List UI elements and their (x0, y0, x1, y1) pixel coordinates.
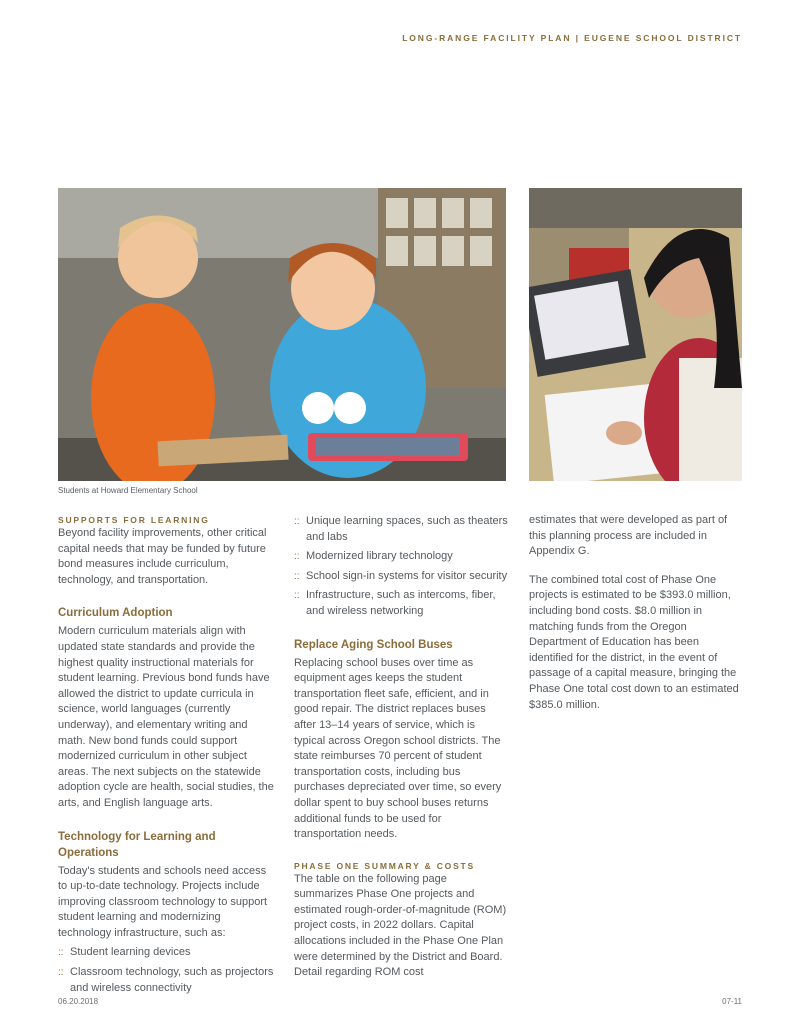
bullet-marker: :: (294, 590, 300, 602)
column-middle (294, 514, 508, 981)
classroom-photo-tablets (58, 188, 506, 481)
photo-caption: Students at Howard Elementary School (58, 486, 198, 495)
bullet-marker: :: (58, 947, 64, 959)
summary-continued: estimates that were developed as part of this planning process are included in Appendix G. (529, 514, 728, 558)
column-left (58, 514, 274, 1000)
classroom-photo-laptop (529, 188, 742, 481)
list-item: :: Modernized library technology (294, 549, 508, 565)
list-item: :: Classroom technology, such as projectors and wireless connectivity (58, 966, 274, 994)
bullet-marker: :: (294, 516, 300, 527)
summary-body: The table on the following page summarizes Phase One projects and estimated rough-order-of-magnitude (ROM) project costs, in 2022 dollars. Capital allocations included in the Phase One Plan were determined by the District and Board. Detail regarding ROM cost (294, 872, 507, 979)
footer-page-number: 07-11 (722, 997, 742, 1006)
heading-technology: Technology for Learning and Operations (58, 830, 216, 859)
buses-body: Replacing school buses over time as equipment ages keeps the student transportation fleet safe, efficient, and in good repair. The district replaces buses after 13–14 years of service, which is typical across Oregon school districts. The state reimburses 70 percent of student transportation costs, including bus purchases depreciated over time, so every dollar spent to buy school buses returns additional funds to be used for transportation needs. (294, 656, 502, 841)
column-right (529, 513, 743, 713)
technology-list (58, 945, 274, 996)
list-item: :: Student learning devices (58, 945, 274, 961)
list-item: :: Infrastructure, such as intercoms, fiber, and wireless networking (294, 589, 496, 617)
list-item: :: School sign-in systems for visitor security (294, 569, 508, 585)
bullet-marker: :: (58, 967, 64, 979)
technology-list-continued (294, 514, 508, 620)
curriculum-body: Modern curriculum materials align with updated state standards and provide the highest quality instructional materials for student learning. Previous bond funds have allowed the district to update curricula in science, world languages (currently underway), and elementary writing and math. New bond funds could support modernized curriculum in other subject areas. The next subjects on the statewide adoption cycle are health, social studies, the arts, and English language arts. (58, 625, 274, 809)
list-item: :: Unique learning spaces, such as theaters and labs (294, 515, 508, 543)
heading-curriculum: Curriculum Adoption (58, 607, 173, 620)
section-heading-summary: PHASE ONE SUMMARY & COSTS (294, 860, 476, 871)
section-heading-supports: SUPPORTS FOR LEARNING (58, 515, 210, 525)
footer-date: 06.20.2018 (58, 997, 99, 1006)
page-header: LONG-RANGE FACILITY PLAN | EUGENE SCHOOL DISTRICT (402, 33, 742, 43)
cost-body: The combined total cost of Phase One projects is estimated to be $393.0 million, including bond costs. $8.0 million in matching funds from the Oregon Department of Education has been identified for the district, in the event of passage of a capital measure, bringing the Phase One total cost down to an estimated $385.0 million. (529, 573, 739, 711)
supports-intro: Beyond facility improvements, other critical capital needs that may be funded by future bond measures include curriculum, technology, and transportation. (58, 527, 267, 586)
heading-buses: Replace Aging School Buses (294, 638, 453, 651)
bullet-marker: :: (294, 551, 300, 563)
bullet-marker: :: (294, 570, 300, 582)
technology-body: Today's students and schools need access to up-to-date technology. Projects include improving classroom technology to support student learning and modernizing technology infrastructure, such as: (58, 864, 268, 939)
